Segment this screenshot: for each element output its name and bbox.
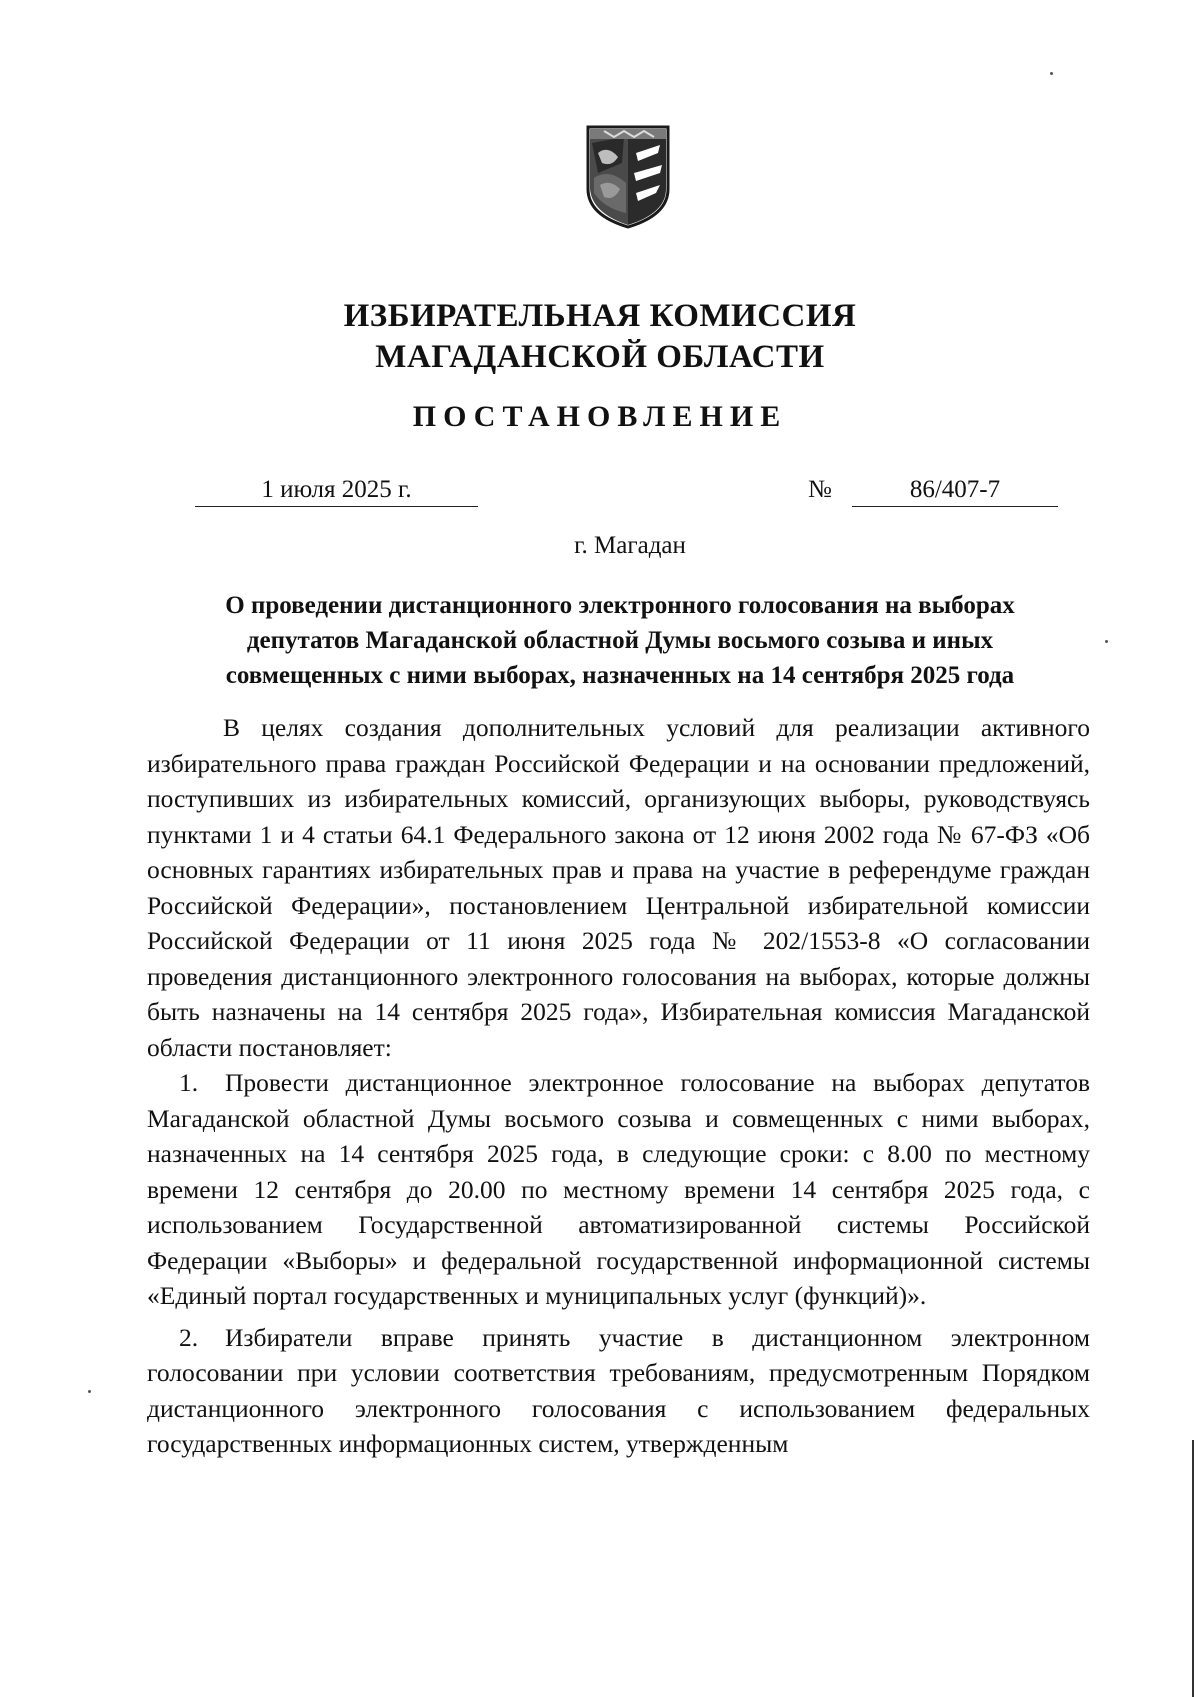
scan-speck (1050, 72, 1053, 75)
document-type-heading: ПОСТАНОВЛЕНИЕ (412, 400, 788, 433)
scan-speck (1105, 640, 1108, 643)
magadan-coat-of-arms-icon (584, 123, 672, 231)
document-body (147, 710, 1090, 1462)
organization-title (200, 296, 1000, 378)
document-subject (160, 588, 1080, 693)
scan-speck (88, 1390, 91, 1393)
organization-title-line2: МАГАДАНСКОЙ ОБЛАСТИ (375, 339, 825, 375)
scan-edge-line (1192, 1440, 1194, 1697)
number-label: № (808, 476, 832, 503)
organization-title-line1: ИЗБИРАТЕЛЬНАЯ КОМИССИЯ (343, 298, 857, 334)
item-text: Провести дистанционное электронное голосование на выборах депутатов Магаданской областной Думы восьмого созыва и совмещенных с ними выборах, назначенных на 14 сентября 2025 года, в следующие сроки: с 8.00 по местному времени 12 сентября до 20.00 по местному времени 14 сентября 2025 года, с использованием Государственной автоматизированной системы Российской Федерации «Выборы» и федеральной государственной информационной системы «Единый портал государственных и муниципальных услуг (функций)». (147, 1068, 1090, 1310)
item-number: 2. (179, 1322, 199, 1352)
item-number: 1. (179, 1068, 199, 1097)
list-item (147, 1320, 1090, 1462)
item-text: Избиратели вправе принять участие в дистанционном электронном голосовании при условии соответствия требованиям, предусмотренным Порядком дистанционного электронного голосования с использованием федеральных государственных информационных систем, утвержденным (147, 1322, 1090, 1458)
document-date: 1 июля 2025 г. (195, 474, 478, 507)
subject-line1: О проведении дистанционного электронного голосования на выборах (225, 592, 1015, 619)
preamble-paragraph: В целях создания дополнительных условий для реализации активного избирательного права граждан Российской Федерации и на основании предложений, поступивших из избирательных комиссий, организующих выборы, руководствуясь пунктами 1 и 4 статьи 64.1 Федерального закона от 12 июня 2002 года № 67-ФЗ «Об основных гарантиях избирательных прав и права на участие в референдуме граждан Российской Федерации», постановлением Центральной избирательной комиссии Российской Федерации от 11 июня 2025 года № 202/1553-8 «О согласовании проведения дистанционного электронного голосования на выборах, которые должны быть назначены на 14 сентября 2025 года», Избирательная комиссия Магаданской области постановляет: (147, 713, 1090, 1062)
list-item (147, 1065, 1090, 1314)
subject-line3: совмещенных с ними выборах, назначенных на 14 сентября 2025 года (225, 662, 1015, 689)
document-number: 86/407-7 (852, 474, 1058, 507)
subject-line2: депутатов Магаданской областной Думы восьмого созыва и иных (246, 627, 994, 654)
document-city: г. Магадан (574, 532, 686, 559)
